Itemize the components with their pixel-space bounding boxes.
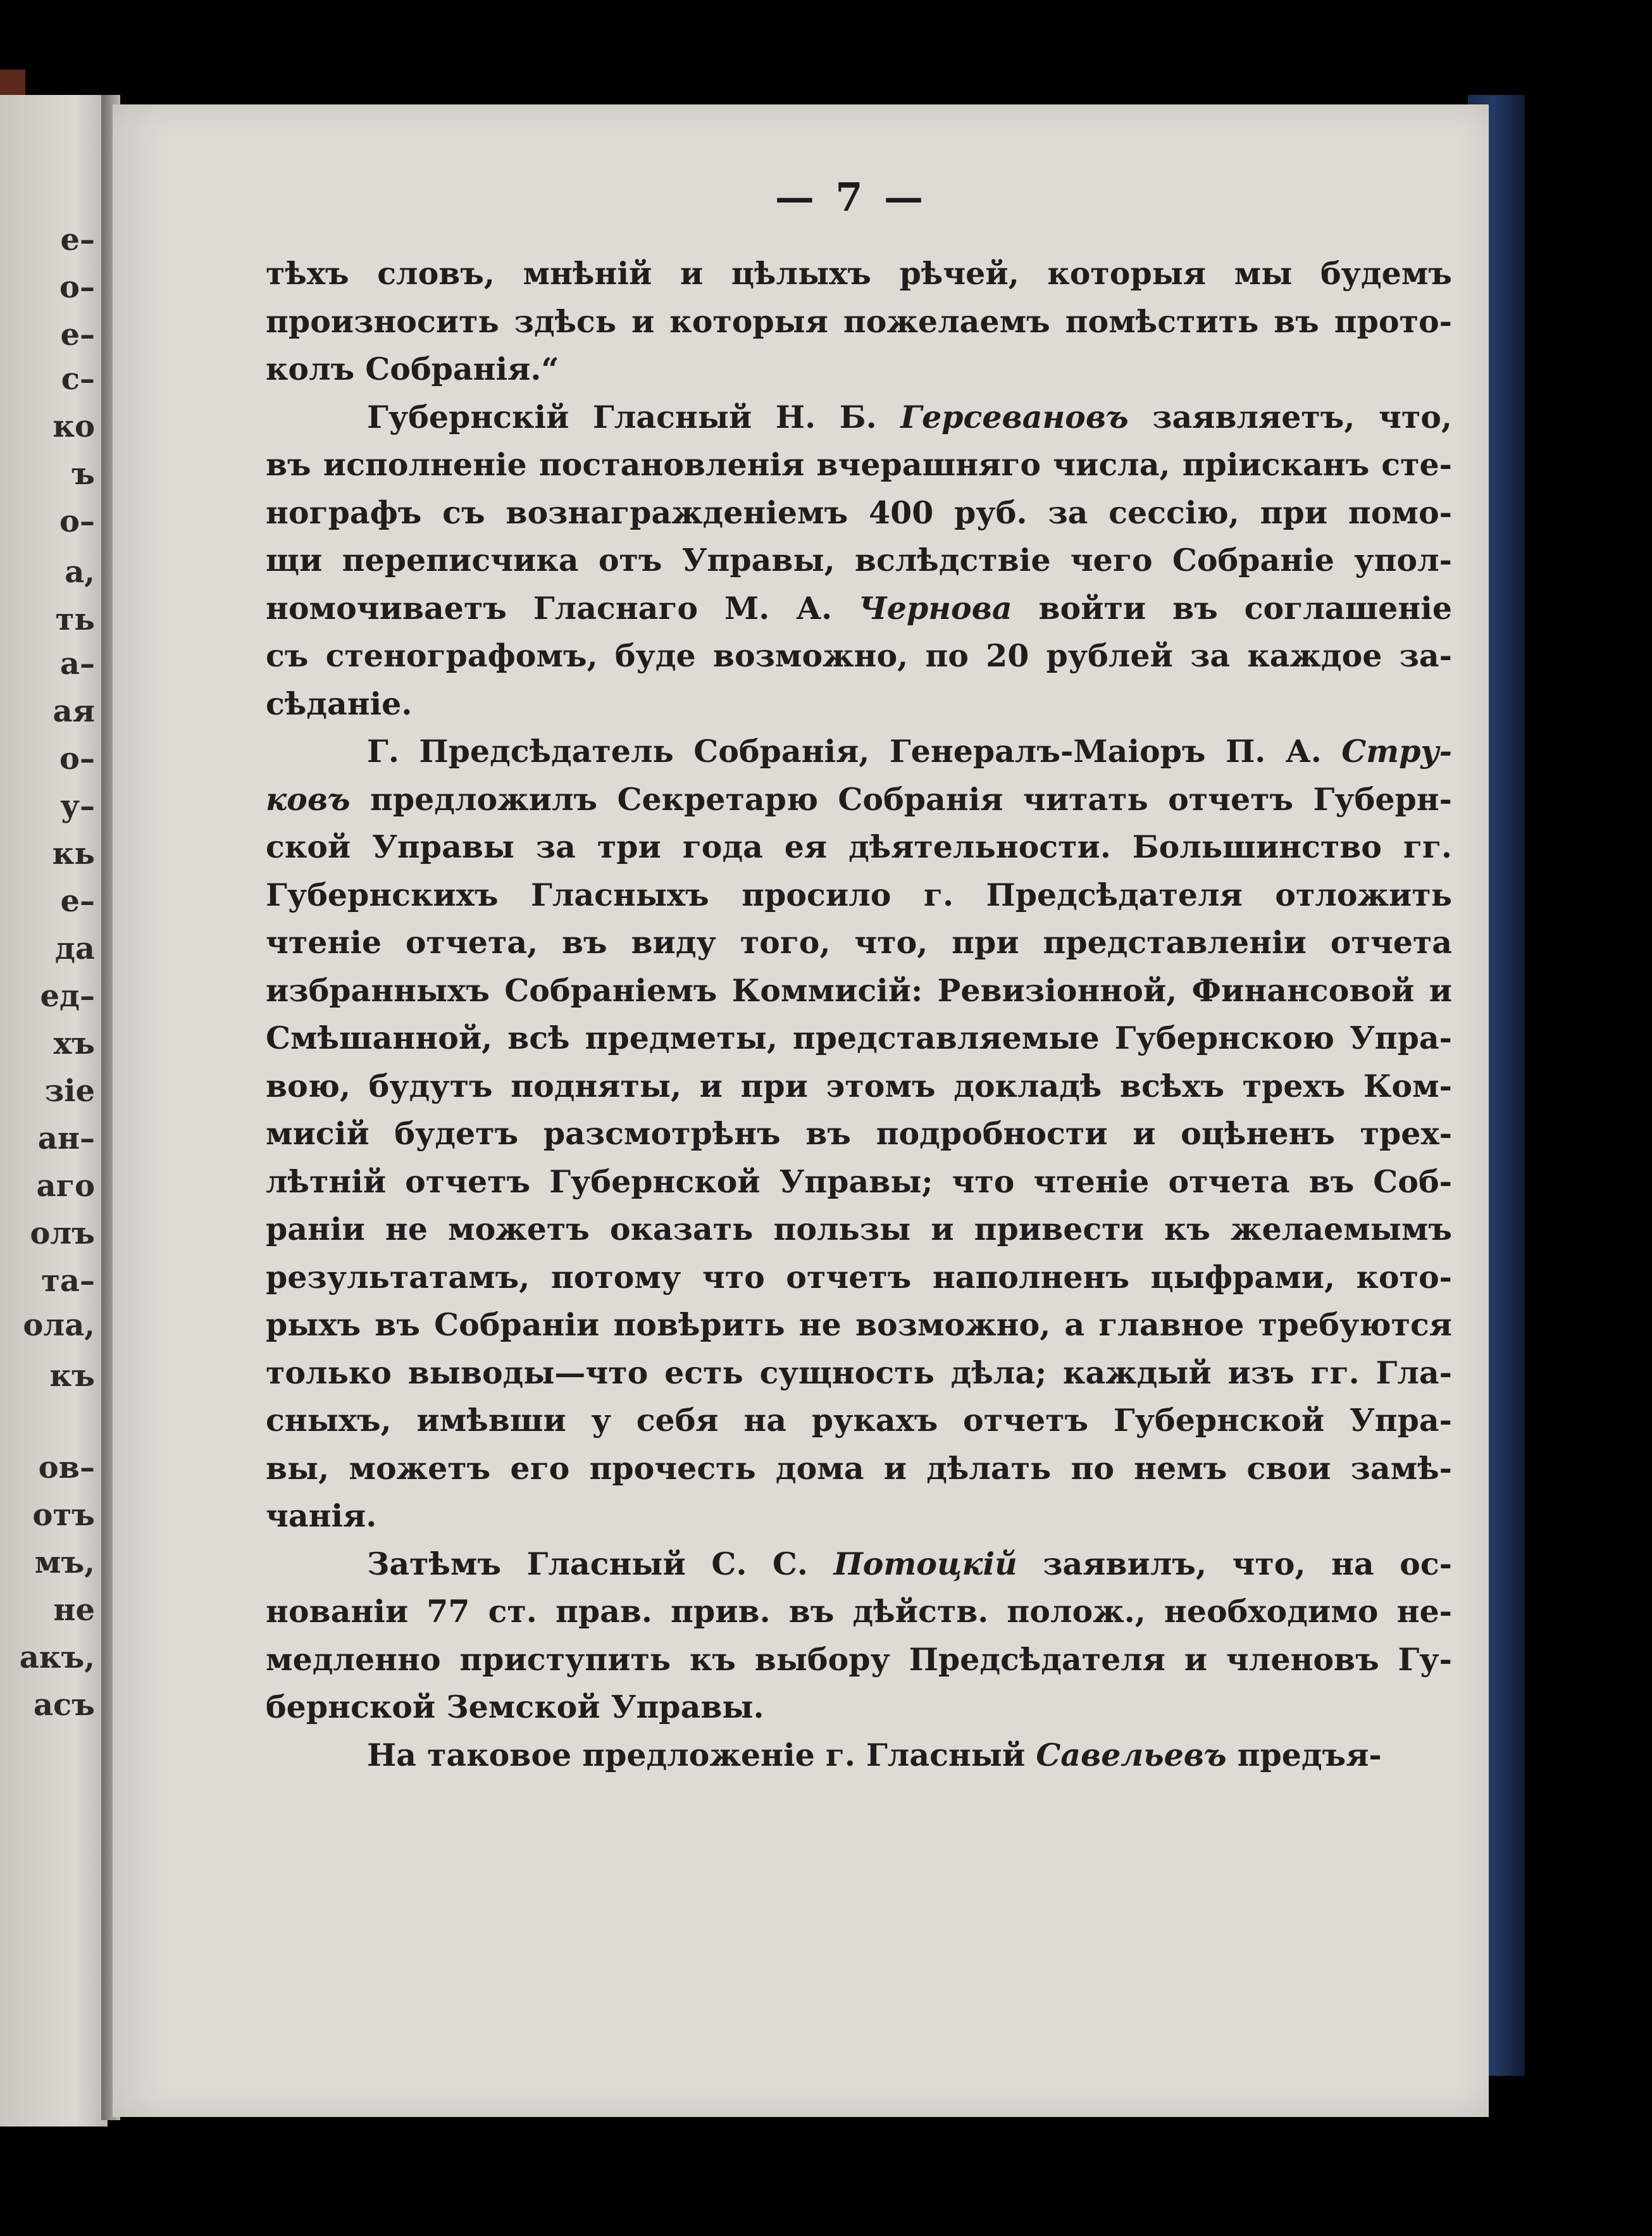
text-segment: въ исполненiе постановленiя вчерашняго числа, прiисканъ сте- xyxy=(266,446,1452,483)
text-segment: Г. Предсѣдатель Собранiя, Генералъ-Маiоръ П. А. xyxy=(367,733,1342,770)
text-line xyxy=(266,1206,1452,1254)
previous-page-fragment: ко xyxy=(53,409,95,444)
text-line xyxy=(266,823,1452,871)
previous-page-fragment: хъ xyxy=(53,1026,95,1061)
text-segment: ской Управы за три года ея дѣятельности. Большинство гг. xyxy=(266,828,1452,865)
previous-page-fragment: о– xyxy=(59,741,95,777)
text-line xyxy=(266,250,1452,298)
text-line xyxy=(266,1301,1452,1349)
text-segment: Губернскiй Гласный Н. Б. xyxy=(367,398,901,435)
text-segment: Смѣшанной, всѣ предметы, представляемые Губернскою Упра- xyxy=(266,1020,1452,1056)
text-segment: войти въ соглашенiе xyxy=(1012,589,1453,627)
previous-page-fragment: е– xyxy=(60,884,95,919)
text-segment: нованiи 77 ст. прав. прив. въ дѣйств. полож., необходимо не- xyxy=(266,1593,1452,1630)
text-segment: ранiи не можетъ оказать пользы и привести къ желаемымъ xyxy=(266,1211,1452,1247)
text-line xyxy=(266,394,1452,442)
text-line xyxy=(266,1254,1452,1302)
text-line xyxy=(266,776,1452,824)
text-segment: сныхъ, имѣвши у себя на рукахъ отчетъ Губернской Упра- xyxy=(266,1402,1452,1439)
italic-name: Савельевъ xyxy=(1036,1736,1227,1773)
previous-page-fragment: ая xyxy=(53,694,95,729)
previous-page-fragment: кь xyxy=(52,836,95,871)
previous-page-fragment: о– xyxy=(59,270,95,305)
text-segment: бернской Земской Управы. xyxy=(266,1689,764,1725)
text-line xyxy=(266,680,1452,728)
text-line xyxy=(266,489,1452,537)
previous-page-fragment: да xyxy=(54,931,95,966)
previous-page-fragment: е– xyxy=(60,317,95,353)
text-segment: результатамъ, потому что отчетъ наполненъ цыфрами, кото- xyxy=(266,1258,1452,1296)
text-segment: чанiя. xyxy=(266,1497,377,1534)
text-segment: мисiй будетъ разсмотрѣнъ въ подробности и оцѣненъ трех- xyxy=(266,1115,1452,1152)
text-line xyxy=(266,537,1452,585)
previous-page-fragment: ъ xyxy=(71,456,95,492)
text-line xyxy=(266,1540,1452,1589)
previous-page-edge xyxy=(0,95,108,2127)
italic-name: Стру- xyxy=(1341,733,1452,770)
text-line xyxy=(266,1158,1452,1206)
text-segment: лѣтнiй отчетъ Губернской Управы; что чтенiе отчета въ Соб- xyxy=(266,1163,1452,1200)
previous-page-fragment: та– xyxy=(41,1263,95,1299)
text-segment: щи переписчика отъ Управы, вслѣдствiе чего Собранiе упол- xyxy=(266,542,1452,578)
body-text xyxy=(266,250,1452,1779)
text-segment: На таковое предложенiе г. Гласный xyxy=(367,1736,1036,1773)
text-line xyxy=(266,728,1452,776)
previous-page-fragment: мъ, xyxy=(34,1545,95,1580)
text-segment: нографъ съ вознагражденiемъ 400 руб. за сессiю, при помо- xyxy=(266,494,1452,531)
text-segment: Затѣмъ Гласный С. С. xyxy=(367,1545,834,1582)
text-segment: произносить здѣсь и которыя пожелаемъ помѣстить въ прото- xyxy=(266,303,1452,340)
text-segment: сѣданiе. xyxy=(266,685,413,722)
text-line xyxy=(266,967,1452,1015)
text-line xyxy=(266,1015,1452,1063)
page-number: — 7 — xyxy=(774,174,928,220)
text-line xyxy=(266,346,1452,394)
text-line xyxy=(266,1349,1452,1397)
text-segment: колъ Собранiя.“ xyxy=(266,351,559,387)
text-segment: только выводы—что есть сущность дѣла; каждый изъ гг. Гла- xyxy=(266,1354,1452,1391)
previous-page-fragment: не xyxy=(53,1592,95,1628)
previous-page-fragment: ола, xyxy=(23,1308,95,1343)
text-segment: чтенiе отчета, въ виду того, что, при представленiи отчета xyxy=(266,924,1452,961)
previous-page-fragment: аго xyxy=(36,1168,95,1204)
previous-page-fragment: а, xyxy=(65,554,95,590)
italic-name: Потоцкiй xyxy=(833,1545,1017,1582)
text-line xyxy=(266,585,1452,633)
previous-page-fragment: отъ xyxy=(32,1497,95,1533)
text-line xyxy=(266,1445,1452,1493)
text-line xyxy=(266,1588,1452,1636)
previous-page-fragment: асъ xyxy=(33,1687,95,1723)
text-line xyxy=(266,1492,1452,1540)
text-line xyxy=(266,1063,1452,1111)
text-segment: заявилъ, что, на ос- xyxy=(1017,1545,1452,1582)
text-line xyxy=(266,298,1452,346)
previous-page-fragment: ть xyxy=(55,602,95,637)
text-line xyxy=(266,871,1452,920)
text-line xyxy=(266,1683,1452,1732)
text-segment: предложилъ Секретарю Собранiя читать отчетъ Губерн- xyxy=(350,780,1452,818)
text-line xyxy=(266,1397,1452,1445)
previous-page-fragment: е– xyxy=(60,222,95,258)
text-segment: вою, будутъ подняты, и при этомъ докладѣ всѣхъ трехъ Ком- xyxy=(266,1067,1452,1104)
text-segment: избранныхъ Собранiемъ Коммисiй: Ревизiонной, Финансовой и xyxy=(266,971,1452,1009)
text-segment: номочиваетъ Гласнаго М. А. xyxy=(266,589,859,627)
previous-page-fragment: у– xyxy=(60,789,95,824)
previous-page-fragment: ан– xyxy=(37,1121,95,1156)
previous-page-fragment: къ xyxy=(49,1358,95,1394)
italic-name: ковъ xyxy=(266,780,351,818)
text-segment: медленно приступить къ выбору Предсѣдателя и членовъ Гу- xyxy=(266,1640,1452,1678)
text-line xyxy=(266,1732,1452,1780)
previous-page-fragment: акъ, xyxy=(19,1640,95,1675)
previous-page-fragment: о– xyxy=(59,504,95,539)
text-segment: заявляетъ, что, xyxy=(1128,398,1452,435)
previous-page-fragment: олъ xyxy=(30,1216,95,1251)
previous-page-fragment: ов– xyxy=(38,1450,95,1485)
text-line xyxy=(266,441,1452,489)
text-segment: Губернскихъ Гласныхъ просило г. Предсѣдателя отложить xyxy=(266,876,1452,913)
text-line xyxy=(266,919,1452,967)
previous-page-fragment: зiе xyxy=(44,1073,95,1109)
previous-page-fragment: а– xyxy=(59,646,95,682)
text-line xyxy=(266,1636,1452,1684)
previous-page-fragment: с– xyxy=(61,361,95,397)
text-segment: тѣхъ словъ, мнѣнiй и цѣлыхъ рѣчей, которыя мы будемъ xyxy=(266,255,1452,292)
italic-name: Герсевановъ xyxy=(900,398,1129,435)
text-segment: вы, можетъ его прочесть дома и дѣлать по немъ свои замѣ- xyxy=(266,1449,1452,1487)
italic-name: Чернова xyxy=(859,589,1012,627)
text-segment: предъя- xyxy=(1226,1736,1382,1773)
text-segment: съ стенографомъ, буде возможно, по 20 рублей за каждое за- xyxy=(266,637,1452,674)
text-line xyxy=(266,1110,1452,1158)
text-segment: рыхъ въ Собранiи повѣрить не возможно, а главное требуются xyxy=(266,1306,1452,1343)
previous-page-fragment: ед– xyxy=(40,978,95,1014)
text-line xyxy=(266,632,1452,680)
